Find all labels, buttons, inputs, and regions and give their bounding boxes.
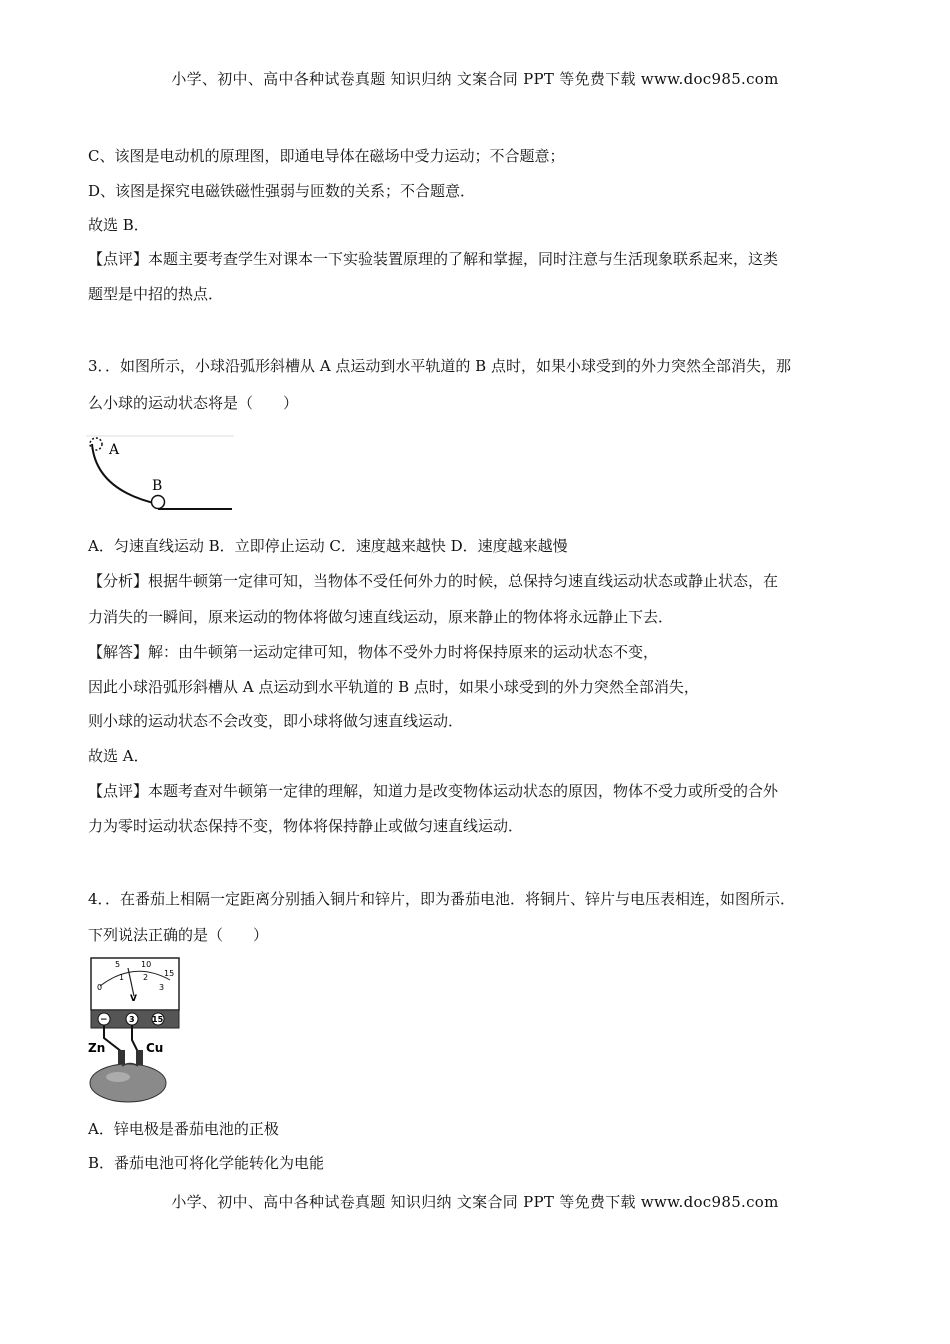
page-footer: 小学、初中、高中各种试卷真题 知识归纳 文案合同 PPT 等免费下载 www.doc985.com — [171, 1193, 779, 1211]
q2-choice: 故选 B． — [88, 216, 149, 234]
terminal-negative: − — [100, 1015, 108, 1025]
q3-options: A．匀速直线运动 B．立即停止运动 C．速度越来越快 D．速度越来越慢 — [88, 537, 568, 555]
scale-1: 1 — [119, 973, 125, 982]
terminal-15: 15 — [152, 1015, 164, 1024]
tomato — [90, 1064, 166, 1102]
q2-review-line-2: 题型是中招的热点． — [88, 285, 224, 303]
scale-3: 3 — [159, 983, 165, 992]
q3-stem-line-2: 么小球的运动状态将是（ ） — [88, 394, 299, 412]
scale-2: 2 — [143, 973, 149, 982]
q4-stem-line-1: 4．．在番茄上相隔一定距离分别插入铜片和锌片，即为番茄电池．将铜片、锌片与电压表相连，如图所示． — [88, 890, 796, 908]
label-cu: Cu — [146, 1041, 164, 1055]
ball-at-a — [90, 438, 102, 450]
q3-review-line-2: 力为零时运动状态保持不变，物体将保持静止或做匀速直线运动． — [88, 817, 524, 835]
scale-0: 0 — [97, 983, 103, 992]
label-zn: Zn — [88, 1041, 106, 1055]
terminal-3: 3 — [129, 1015, 135, 1024]
q4-stem-line-2: 下列说法正确的是（ ） — [88, 926, 269, 944]
scale-15: 15 — [164, 969, 175, 978]
q3-answer-line-1: 【解答】解：由牛顿第一运动定律可知，物体不受外力时将保持原来的运动状态不变， — [88, 643, 659, 661]
q3-choice: 故选 A． — [88, 747, 149, 765]
q3-stem-line-1: 3．．如图所示，小球沿弧形斜槽从 A 点运动到水平轨道的 B 点时，如果小球受到的外力突然全部消失，那 — [88, 357, 791, 375]
q3-track-figure — [86, 432, 236, 514]
scale-5: 5 — [115, 960, 121, 969]
q3-review-line-1: 【点评】本题考查对牛顿第一定律的理解，知道力是改变物体运动状态的原因，物体不受力或所受的合外 — [88, 782, 779, 800]
label-b: B — [152, 478, 163, 494]
scale-10: 10 — [141, 960, 152, 969]
q4-tomato-battery-figure — [86, 956, 186, 1104]
page-header: 小学、初中、高中各种试卷真题 知识归纳 文案合同 PPT 等免费下载 www.doc985.com — [171, 70, 779, 88]
ball-at-b — [152, 496, 165, 509]
q4-option-b: B．番茄电池可将化学能转化为电能 — [88, 1154, 325, 1172]
q3-answer-line-2: 因此小球沿弧形斜槽从 A 点运动到水平轨道的 B 点时，如果小球受到的外力突然全部消失， — [88, 678, 699, 696]
q2-review-line-1: 【点评】本题主要考查学生对课本一下实验装置原理的了解和掌握，同时注意与生活现象联系起来，这类 — [88, 250, 779, 268]
q2-option-d: D、该图是探究电磁铁磁性强弱与匝数的关系；不合题意． — [88, 182, 476, 200]
q4-option-a: A．锌电极是番茄电池的正极 — [88, 1120, 279, 1138]
unit-v: V — [130, 994, 137, 1004]
q3-analysis-line-1: 【分析】根据牛顿第一定律可知，当物体不受任何外力的时候，总保持匀速直线运动状态或静止状态，在 — [88, 572, 779, 590]
q2-option-c: C、该图是电动机的原理图，即通电导体在磁场中受力运动；不合题意； — [88, 147, 565, 165]
curved-track — [92, 444, 158, 504]
label-a: A — [109, 442, 120, 458]
q3-analysis-line-2: 力消失的一瞬间，原来运动的物体将做匀速直线运动，原来静止的物体将永远静止下去． — [88, 608, 674, 626]
q3-answer-line-3: 则小球的运动状态不会改变，即小球将做匀速直线运动． — [88, 712, 464, 730]
